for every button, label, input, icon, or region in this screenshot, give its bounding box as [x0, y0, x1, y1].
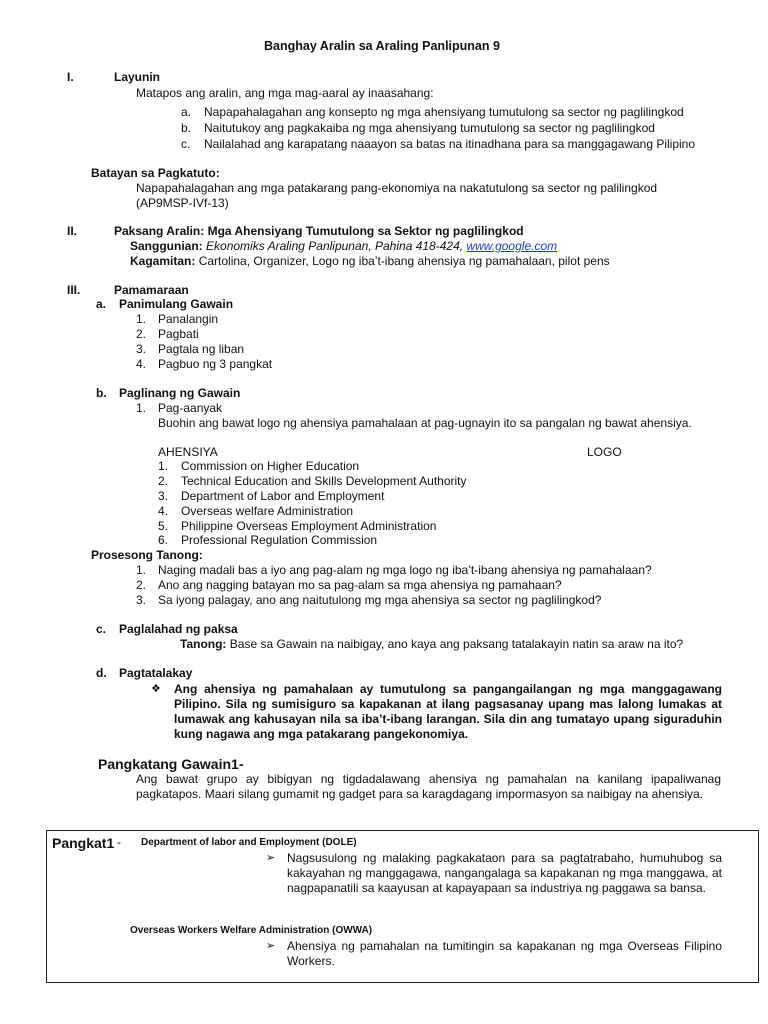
arrow-bullet-icon: ➢	[266, 852, 276, 864]
sanggunian-line	[130, 239, 557, 254]
arrow-bullet-icon: ➢	[266, 940, 276, 952]
prosesong-tanong-heading: Prosesong Tanong:	[91, 548, 203, 562]
batayan-line-2: (AP9MSP-IVf-13)	[136, 196, 229, 210]
tanong-label: Tanong:	[180, 637, 227, 651]
ahensiya-column-header: AHENSIYA	[158, 445, 218, 459]
subsection-c-heading: Paglalahad ng paksa	[119, 622, 238, 636]
owwa-description: Ahensiya ng pamahalan na tumitingin sa kapakanan ng mga Overseas Filipino Workers.	[287, 939, 722, 968]
list-item-num: 1.	[136, 312, 147, 326]
objective-c: Nailalahad ang karapatang naaayon sa batas na itinadhana para sa manggagawang Pilipino	[204, 137, 696, 151]
batayan-heading: Batayan sa Pagkatuto:	[91, 166, 220, 180]
pangkat1-label: Pangkat1	[52, 835, 115, 851]
subsection-b-letter: b.	[96, 386, 107, 400]
section-2-numeral: II.	[67, 224, 78, 238]
agency-num: 2.	[158, 474, 169, 488]
list-item-num: 4.	[136, 357, 147, 371]
list-item: Pagbati	[158, 327, 199, 341]
question-num: 3.	[136, 593, 147, 607]
objective-b-letter: b.	[181, 121, 192, 135]
agency-num: 4.	[158, 504, 169, 518]
page-title: Banghay Aralin sa Araling Panlipunan 9	[264, 39, 500, 53]
tanong-line	[180, 637, 683, 652]
dole-heading: Department of labor and Employment (DOLE)	[141, 837, 357, 848]
agency-num: 5.	[158, 519, 169, 533]
question-item: Sa iyong palagay, ano ang naitutulong mg mga ahensiya sa sector ng paglilingkod?	[158, 593, 602, 607]
subsection-d-heading: Pagtatalakay	[119, 666, 193, 680]
objective-a: Napapahalagahan ang konsepto ng mga ahensiyang tumutulong sa sector ng paglilingkod	[204, 105, 684, 119]
question-item: Naging madali bas a iyo ang pag-alam ng mga logo ng iba’t-ibang ahensiya ng pamahalaan?	[158, 563, 652, 577]
batayan-line-1: Napapahalagahan ang mga patakarang pang-ekonomiya na nakatutulong sa sector ng palilingkod	[136, 181, 658, 195]
subsection-d-letter: d.	[96, 666, 107, 680]
pag-aanyak-num: 1.	[136, 401, 147, 415]
pangkatang-gawain-paragraph: Ang bawat grupo ay bibigyan ng tigdadalawang ahensiya ng pamahalan na kanilang ipapaliwanag pagkatapos. Maari silang gumamit ng gadget para sa karagdagang impormasyon sa naibigay na ahensiya.	[136, 772, 721, 801]
section-1-heading: Layunin	[114, 70, 161, 84]
objective-b: Naitutukoy ang pagkakaiba ng mga ahensiyang tumutulong sa sector ng paglilingkod	[204, 121, 655, 135]
list-item: Panalangin	[158, 312, 219, 326]
diamond-bullet-icon: ❖	[151, 683, 161, 695]
kagamitan-label: Kagamitan:	[130, 254, 196, 268]
logo-column-header: LOGO	[587, 445, 622, 459]
question-num: 2.	[136, 578, 147, 592]
agency-item: Department of Labor and Employment	[181, 489, 385, 503]
pangkat1-dash: -	[117, 835, 121, 849]
sanggunian-link[interactable]: www.google.com	[466, 239, 558, 253]
agency-item: Professional Regulation Commission	[181, 533, 378, 547]
agency-num: 3.	[158, 489, 169, 503]
agency-item: Overseas welfare Administration	[181, 504, 354, 518]
sanggunian-label: Sanggunian:	[130, 239, 203, 253]
question-item: Ano ang nagging batayan mo sa pag-alam sa mga ahensiya ng pamahaan?	[158, 578, 562, 592]
subsection-c-letter: c.	[96, 622, 107, 636]
owwa-heading: Overseas Workers Welfare Administration (OWWA)	[130, 925, 373, 936]
list-item-num: 3.	[136, 342, 147, 356]
list-item-num: 2.	[136, 327, 147, 341]
agency-item: Commission on Higher Education	[181, 459, 360, 473]
section-2-heading: Paksang Aralin: Mga Ahensiyang Tumutulong sa Sektor ng paglilingkod	[114, 224, 524, 238]
objective-a-letter: a.	[181, 105, 192, 119]
kagamitan-text: Cartolina, Organizer, Logo ng iba’t-ibang ahensiya ng pamahalaan, pilot pens	[198, 254, 610, 268]
agency-num: 1.	[158, 459, 169, 473]
list-item: Pagbuo ng 3 pangkat	[158, 357, 273, 371]
agency-num: 6.	[158, 533, 169, 547]
dole-description: Nagsusulong ng malaking pagkakataon para sa pagtatrabaho, humuhubog sa kakayahan ng manggagawa, nangangalaga sa kapakanan ng mga manggawa, at nagpapanatili sa kaayusan at kapayapaan sa industriya ng paggawa sa bansa.	[287, 851, 722, 895]
section-1-intro: Matapos ang aralin, ang mga mag-aaral ay inaasahang:	[136, 86, 434, 100]
agency-item: Technical Education and Skills Development Authority	[181, 474, 467, 488]
sanggunian-text: Ekonomiks Araling Panlipunan, Pahina 418-424,	[206, 239, 467, 253]
tanong-text: Base sa Gawain na naibigay, ano kaya ang paksang tatalakayin natin sa araw na ito?	[229, 637, 684, 651]
section-3-heading: Pamamaraan	[114, 283, 189, 297]
question-num: 1.	[136, 563, 147, 577]
pagtatalakay-paragraph: Ang ahensiya ng pamahalaan ay tumutulong sa pangangailangan ng mga manggagawang Pilipino. Sila ng sumisiguro sa kapakanan at ilang pagsasanay upang mas lalong lumakas at lumawak ang kahusayan nila sa iba’t-ibang larangan. Sila din ang tumatayo upang siguraduhin kung nagawa ang mga patakarang pangekonomiya.	[174, 682, 722, 741]
subsection-b-heading: Paglinang ng Gawain	[119, 386, 241, 400]
agency-item: Philippine Overseas Employment Administration	[181, 519, 437, 533]
subsection-a-heading: Panimulang Gawain	[119, 297, 234, 311]
kagamitan-line	[130, 254, 610, 269]
section-1-numeral: I.	[67, 70, 74, 84]
pag-aanyak-label: Pag-aanyak	[158, 401, 223, 415]
subsection-a-letter: a.	[96, 297, 107, 311]
pangkatang-gawain-heading: Pangkatang Gawain1-	[98, 756, 244, 772]
objective-c-letter: c.	[181, 137, 191, 151]
pag-aanyak-instruction: Buohin ang bawat logo ng ahensiya pamahalaan at pag-ugnayin ito sa pangalan ng bawat ahensiya.	[158, 416, 692, 430]
list-item: Pagtala ng liban	[158, 342, 245, 356]
section-3-numeral: III.	[67, 283, 81, 297]
